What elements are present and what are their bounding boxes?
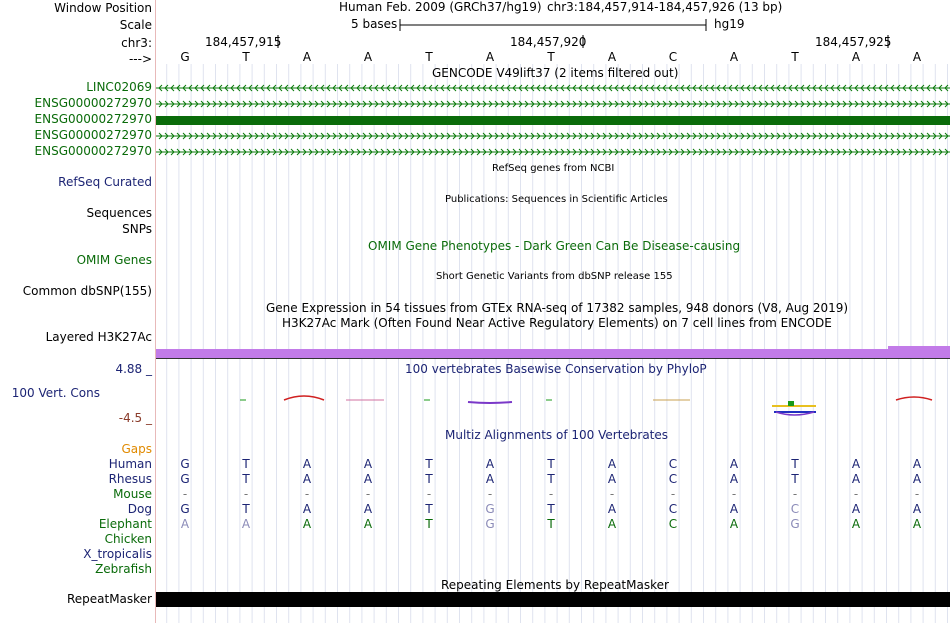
alignment-base: T bbox=[425, 457, 433, 471]
alignment-base: T bbox=[791, 472, 799, 486]
species-label-x-tropicalis[interactable]: X_tropicalis bbox=[83, 547, 152, 561]
h3k27ac-signal-bar[interactable] bbox=[156, 349, 950, 358]
scale-bar bbox=[396, 17, 716, 33]
alignment-base: T bbox=[425, 517, 433, 531]
reference-base: A bbox=[485, 50, 495, 64]
alignment-base: A bbox=[912, 517, 922, 531]
repeatmasker-element-bar[interactable] bbox=[156, 592, 950, 607]
alignment-base: A bbox=[607, 502, 617, 516]
species-label-mouse[interactable]: Mouse bbox=[113, 487, 152, 501]
alignment-base: C bbox=[668, 517, 678, 531]
reference-base: T bbox=[547, 50, 555, 64]
publications-title: Publications: Sequences in Scientific Articles bbox=[445, 194, 668, 205]
alignment-base: C bbox=[790, 502, 800, 516]
h3k27ac-title: H3K27Ac Mark (Often Found Near Active Regulatory Elements) on 7 cell lines from ENCODE bbox=[282, 316, 832, 330]
gene-label-linc02069[interactable]: LINC02069 bbox=[86, 80, 152, 94]
alignment-base: G bbox=[180, 502, 190, 516]
alignment-base: A bbox=[485, 472, 495, 486]
multiz-title: Multiz Alignments of 100 Vertebrates bbox=[445, 428, 669, 442]
track-data-column[interactable] bbox=[156, 0, 950, 623]
phylop-min-label: -4.5 _ bbox=[118, 411, 152, 425]
track-label-sequences[interactable]: Sequences bbox=[86, 206, 152, 220]
alignment-base: A bbox=[729, 502, 739, 516]
repeatmasker-title: Repeating Elements by RepeatMasker bbox=[441, 578, 669, 592]
reference-base: A bbox=[729, 50, 739, 64]
alignment-base: C bbox=[668, 472, 678, 486]
scale-label: Scale bbox=[119, 18, 152, 32]
ruler-tick-2: 184,457,920 bbox=[510, 35, 587, 49]
alignment-base: G bbox=[790, 517, 800, 531]
alignment-base: - bbox=[243, 487, 249, 501]
alignment-base: T bbox=[547, 472, 555, 486]
ruler-marks bbox=[156, 34, 950, 50]
gene-label-ensg-3[interactable]: ENSG00000272970 bbox=[34, 128, 152, 142]
omim-title: OMIM Gene Phenotypes - Dark Green Can Be Disease-causing bbox=[368, 239, 741, 253]
alignment-base: - bbox=[548, 487, 554, 501]
alignment-base: - bbox=[792, 487, 798, 501]
alignment-base: - bbox=[670, 487, 676, 501]
gtex-title: Gene Expression in 54 tissues from GTEx RNA-seq of 17382 samples, 948 donors (V8, Aug 2019) bbox=[266, 301, 849, 315]
alignment-base: T bbox=[242, 502, 250, 516]
alignment-base: T bbox=[547, 457, 555, 471]
reference-base: C bbox=[668, 50, 678, 64]
h3k27ac-baseline bbox=[156, 358, 950, 359]
reference-base: A bbox=[607, 50, 617, 64]
reference-base: G bbox=[180, 50, 190, 64]
track-label-dbsnp[interactable]: Common dbSNP(155) bbox=[22, 284, 152, 298]
alignment-base: A bbox=[729, 457, 739, 471]
track-label-omim[interactable]: OMIM Genes bbox=[76, 253, 152, 267]
alignment-base: A bbox=[607, 457, 617, 471]
alignment-base: A bbox=[912, 457, 922, 471]
position-text: chr3:184,457,914-184,457,926 (13 bp) bbox=[547, 0, 783, 14]
alignment-base: - bbox=[853, 487, 859, 501]
alignment-base: A bbox=[302, 502, 312, 516]
alignment-base: A bbox=[851, 517, 861, 531]
track-label-repeatmasker[interactable]: RepeatMasker bbox=[66, 592, 152, 606]
gene-label-ensg-1[interactable]: ENSG00000272970 bbox=[34, 96, 152, 110]
phylop-max-label: 4.88 _ bbox=[115, 362, 152, 376]
alignment-base: A bbox=[851, 502, 861, 516]
alignment-base: - bbox=[182, 487, 188, 501]
reference-base: T bbox=[791, 50, 799, 64]
track-label-column bbox=[0, 0, 155, 623]
alignment-base: A bbox=[729, 517, 739, 531]
reference-base: T bbox=[425, 50, 433, 64]
alignment-base: T bbox=[547, 502, 555, 516]
alignment-base: A bbox=[363, 517, 373, 531]
alignment-base: - bbox=[426, 487, 432, 501]
ruler-tick-3: 184,457,925 bbox=[815, 35, 892, 49]
reference-base: A bbox=[912, 50, 922, 64]
alignment-base: C bbox=[668, 457, 678, 471]
gene-label-ensg-4[interactable]: ENSG00000272970 bbox=[34, 144, 152, 158]
alignment-base: A bbox=[912, 472, 922, 486]
alignment-base: A bbox=[729, 472, 739, 486]
alignment-base: A bbox=[485, 457, 495, 471]
species-label-elephant[interactable]: Elephant bbox=[98, 517, 152, 531]
alignment-base: T bbox=[242, 472, 250, 486]
alignment-base: A bbox=[912, 502, 922, 516]
alignment-base: A bbox=[302, 472, 312, 486]
reference-base: A bbox=[363, 50, 373, 64]
scale-db-text: hg19 bbox=[714, 17, 745, 31]
dbsnp-title: Short Genetic Variants from dbSNP release 155 bbox=[436, 271, 673, 282]
alignment-base: A bbox=[851, 472, 861, 486]
alignment-base: A bbox=[180, 517, 190, 531]
reference-base: A bbox=[851, 50, 861, 64]
window-position-label: Window Position bbox=[54, 1, 152, 15]
alignment-base: T bbox=[425, 472, 433, 486]
gencode-gene-track[interactable] bbox=[156, 80, 950, 160]
alignment-base: A bbox=[363, 502, 373, 516]
species-label-zebrafish[interactable]: Zebrafish bbox=[95, 562, 152, 576]
track-label-h3k27ac[interactable]: Layered H3K27Ac bbox=[45, 330, 152, 344]
alignment-base: A bbox=[302, 457, 312, 471]
strand-label: ---> bbox=[128, 52, 152, 66]
assembly-text: Human Feb. 2009 (GRCh37/hg19) bbox=[339, 0, 542, 14]
scale-text: 5 bases bbox=[351, 17, 398, 31]
alignment-base: - bbox=[914, 487, 920, 501]
alignment-base: A bbox=[607, 517, 617, 531]
track-label-refseq[interactable]: RefSeq Curated bbox=[58, 175, 152, 189]
alignment-base: G bbox=[485, 517, 495, 531]
alignment-base: A bbox=[241, 517, 251, 531]
alignment-base: A bbox=[851, 457, 861, 471]
alignment-base: A bbox=[302, 517, 312, 531]
species-label-rhesus[interactable]: Rhesus bbox=[108, 472, 152, 486]
alignment-base: - bbox=[731, 487, 737, 501]
gene-exon-block bbox=[156, 116, 950, 125]
gene-label-ensg-2[interactable]: ENSG00000272970 bbox=[34, 112, 152, 126]
track-label-snps[interactable]: SNPs bbox=[122, 222, 152, 236]
species-label-human[interactable]: Human bbox=[108, 457, 152, 471]
alignment-base: C bbox=[668, 502, 678, 516]
alignment-base: G bbox=[180, 457, 190, 471]
alignment-base: - bbox=[304, 487, 310, 501]
alignment-base: T bbox=[242, 457, 250, 471]
alignment-base: T bbox=[791, 457, 799, 471]
alignment-base: G bbox=[485, 502, 495, 516]
h3k27ac-signal-peak bbox=[888, 346, 950, 349]
refseq-title: RefSeq genes from NCBI bbox=[492, 163, 615, 174]
alignment-base: - bbox=[487, 487, 493, 501]
chrom-label: chr3: bbox=[121, 36, 152, 50]
alignment-base: A bbox=[363, 472, 373, 486]
alignment-base: A bbox=[607, 472, 617, 486]
species-label-dog[interactable]: Dog bbox=[127, 502, 152, 516]
phylop-title: 100 vertebrates Basewise Conservation by PhyloP bbox=[405, 362, 707, 376]
alignment-base: - bbox=[609, 487, 615, 501]
reference-base: T bbox=[242, 50, 250, 64]
reference-base: A bbox=[302, 50, 312, 64]
alignment-base: A bbox=[363, 457, 373, 471]
alignment-base: T bbox=[425, 502, 433, 516]
species-label-chicken[interactable]: Chicken bbox=[104, 532, 152, 546]
alignment-base: - bbox=[365, 487, 371, 501]
alignment-base: G bbox=[180, 472, 190, 486]
gencode-title: GENCODE V49lift37 (2 items filtered out) bbox=[432, 66, 679, 80]
track-label-gaps[interactable]: Gaps bbox=[121, 442, 152, 456]
ruler-tick-1: 184,457,915 bbox=[205, 35, 282, 49]
phylop-conservation-plot[interactable] bbox=[156, 378, 950, 423]
alignment-base: T bbox=[547, 517, 555, 531]
track-label-phylop[interactable]: 100 Vert. Cons bbox=[11, 386, 100, 400]
